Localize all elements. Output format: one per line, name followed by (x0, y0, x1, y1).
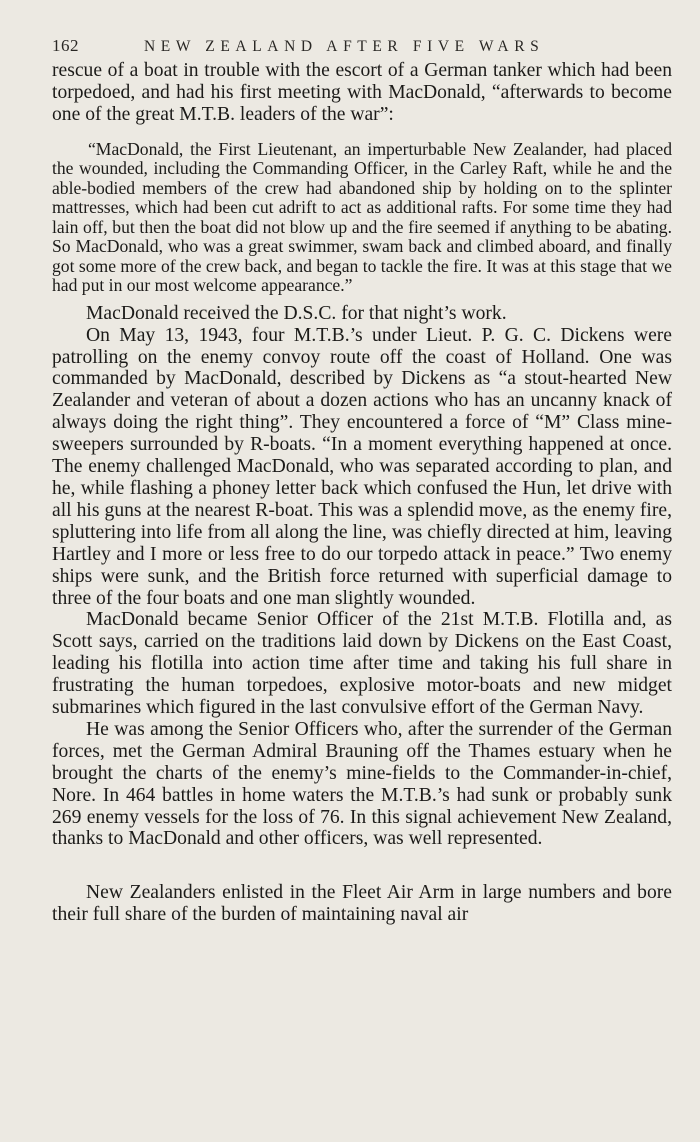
paragraph-senior-officer: MacDonald became Senior Officer of the 21st M.T.B. Flotilla and, as Scott says, carried on the traditions laid down by Dickens on the East Coast, leading his flotilla into action time after time and taking his full share in frustrating the human torpedoes, explosive motor-boats and new midget submarines which figured in the last convulsive effort of the German Navy. (52, 609, 672, 719)
paragraph-dsc: MacDonald received the D.S.C. for that night’s work. (86, 302, 507, 324)
page-number: 162 (52, 36, 79, 55)
paragraph-surrender: He was among the Senior Officers who, after the surrender of the German forces, met the German Admiral Brauning off the Thames estuary when he brought the charts of the enemy’s mine-fields to the Commander-in-chief, Nore. In 464 battles in home waters the M.T.B.’s had sunk or probably sunk 269 enemy vessels for the loss of 76. In this signal achievement New Zealand, thanks to MacDonald and other officers, was well represented. (52, 718, 672, 850)
paragraph-fleet-air-arm: New Zealanders enlisted in the Fleet Air Arm in large numbers and bore their full share of the burden of maintaining naval air (52, 882, 672, 926)
section-break (52, 850, 672, 882)
running-title: NEW ZEALAND AFTER FIVE WARS (144, 38, 545, 55)
body-text (52, 60, 672, 926)
paragraph-continued: rescue of a boat in trouble with the escort of a German tanker which had been torpedoed, and had his first meeting with MacDonald, “afterwards to become one of the great M.T.B. leaders of the war”: (52, 60, 672, 125)
running-head (52, 36, 672, 60)
paragraph-may-13: On May 13, 1943, four M.T.B.’s under Lieut. P. G. C. Dickens were patrolling on the enemy convoy route off the coast of Holland. One was commanded by MacDonald, described by Dickens as “a stout-hearted New Zealander and veteran of about a dozen actions who has an uncanny knack of always doing the right thing”. They encountered a force of “M” Class mine-sweepers surrounded by R-boats. “In a moment everything happened at once. The enemy challenged MacDonald, who was separated according to plan, and he, while flashing a phoney letter back which confused the Hun, let drive with all his guns at the nearest R-boat. This was a splendid move, as the enemy fire, spluttering into life from all along the line, was chiefly directed at him, leaving Hartley and I more or less free to do our torpedo attack in peace.” Two enemy ships were sunk, and the British force returned with superficial damage to three of the four boats and one man slightly wounded. (52, 324, 672, 609)
block-quote: “MacDonald, the First Lieutenant, an imperturbable New Zealander, had placed the wounded, including the Commanding Officer, in the Carley Raft, while he and the able-bodied members of the crew had abandoned ship by holding on to the splinter mattresses, which had been cut adrift to act as additional rafts. For some time they had lain off, but then the boat did not blow up and the fire seemed if anything to be abating. So MacDonald, who was a great swimmer, swam back and climbed aboard, and finally got some more of the crew back, and began to tackle the fire. It was at this stage that we had put in our most welcome appearance.” (52, 138, 672, 296)
